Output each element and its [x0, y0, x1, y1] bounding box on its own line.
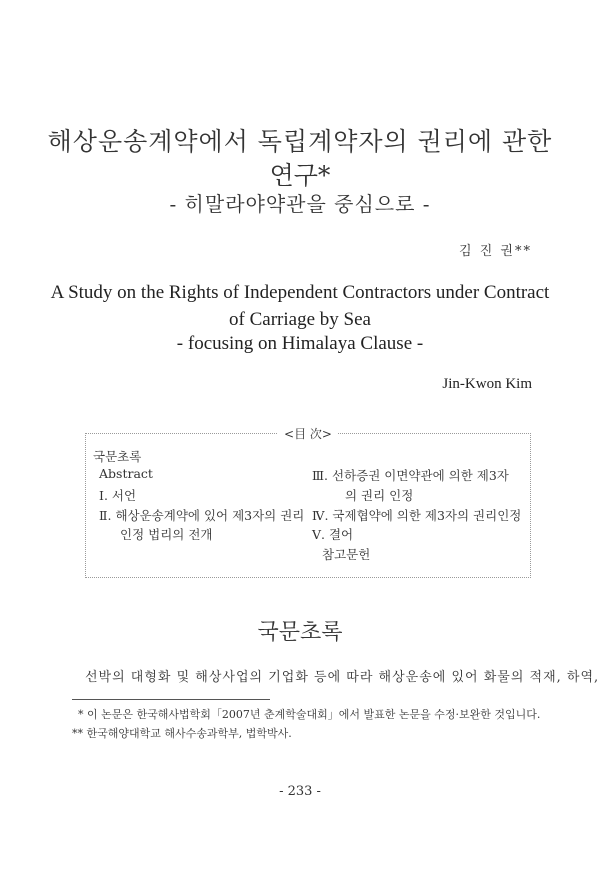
- table-of-contents: [85, 427, 531, 578]
- toc-item: 의 권리 인정: [345, 488, 414, 503]
- toc-item: Abstract: [99, 466, 153, 481]
- english-title-line-1: A Study on the Rights of Independent Contractors under Contract: [50, 282, 550, 303]
- toc-item: Ⅰ. 서언: [99, 488, 137, 503]
- toc-item: Ⅴ. 결어: [312, 527, 354, 542]
- footnote-2: ** 한국해양대학교 해사수송과학부, 법학박사.: [72, 727, 292, 740]
- toc-item: Ⅳ. 국제협약에 의한 제3자의 권리인정: [312, 508, 522, 523]
- toc-item: 참고문헌: [322, 547, 371, 562]
- paper-title-line-2: 연구*: [269, 161, 331, 190]
- footnote-1: * 이 논문은 한국해사법학회「2007년 춘계학술대회」에서 발표한 논문을 수정·보완한 것입니다.: [78, 708, 541, 721]
- paper-subtitle: - 히말라야약관을 중심으로 -: [169, 192, 431, 216]
- author-korean: 김 진 권**: [459, 244, 532, 259]
- abstract-first-line: 선박의 대형화 및 해상사업의 기업화 등에 따라 해상운송에 있어 화물의 적재, 하역,: [85, 670, 600, 685]
- english-title-line-2: of Carriage by Sea: [229, 309, 371, 330]
- toc-item: Ⅲ. 선하증권 이면약관에 의한 제3자: [312, 468, 509, 483]
- paper-title-line-1: 해상운송계약에서 독립계약자의 권리에 관한: [47, 127, 553, 156]
- toc-item: 인정 법리의 전개: [120, 527, 213, 542]
- footnote-divider: [72, 699, 270, 700]
- toc-item: 국문초록: [93, 449, 142, 464]
- english-subtitle: - focusing on Himalaya Clause -: [176, 333, 424, 354]
- page-number: - 233 -: [279, 784, 321, 799]
- section-heading-korean-abstract: 국문초록: [257, 620, 343, 645]
- toc-item: Ⅱ. 해상운송계약에 있어 제3자의 권리: [99, 508, 305, 523]
- author-english: Jin-Kwon Kim: [442, 376, 532, 392]
- toc-header: <目 次>: [86, 425, 530, 442]
